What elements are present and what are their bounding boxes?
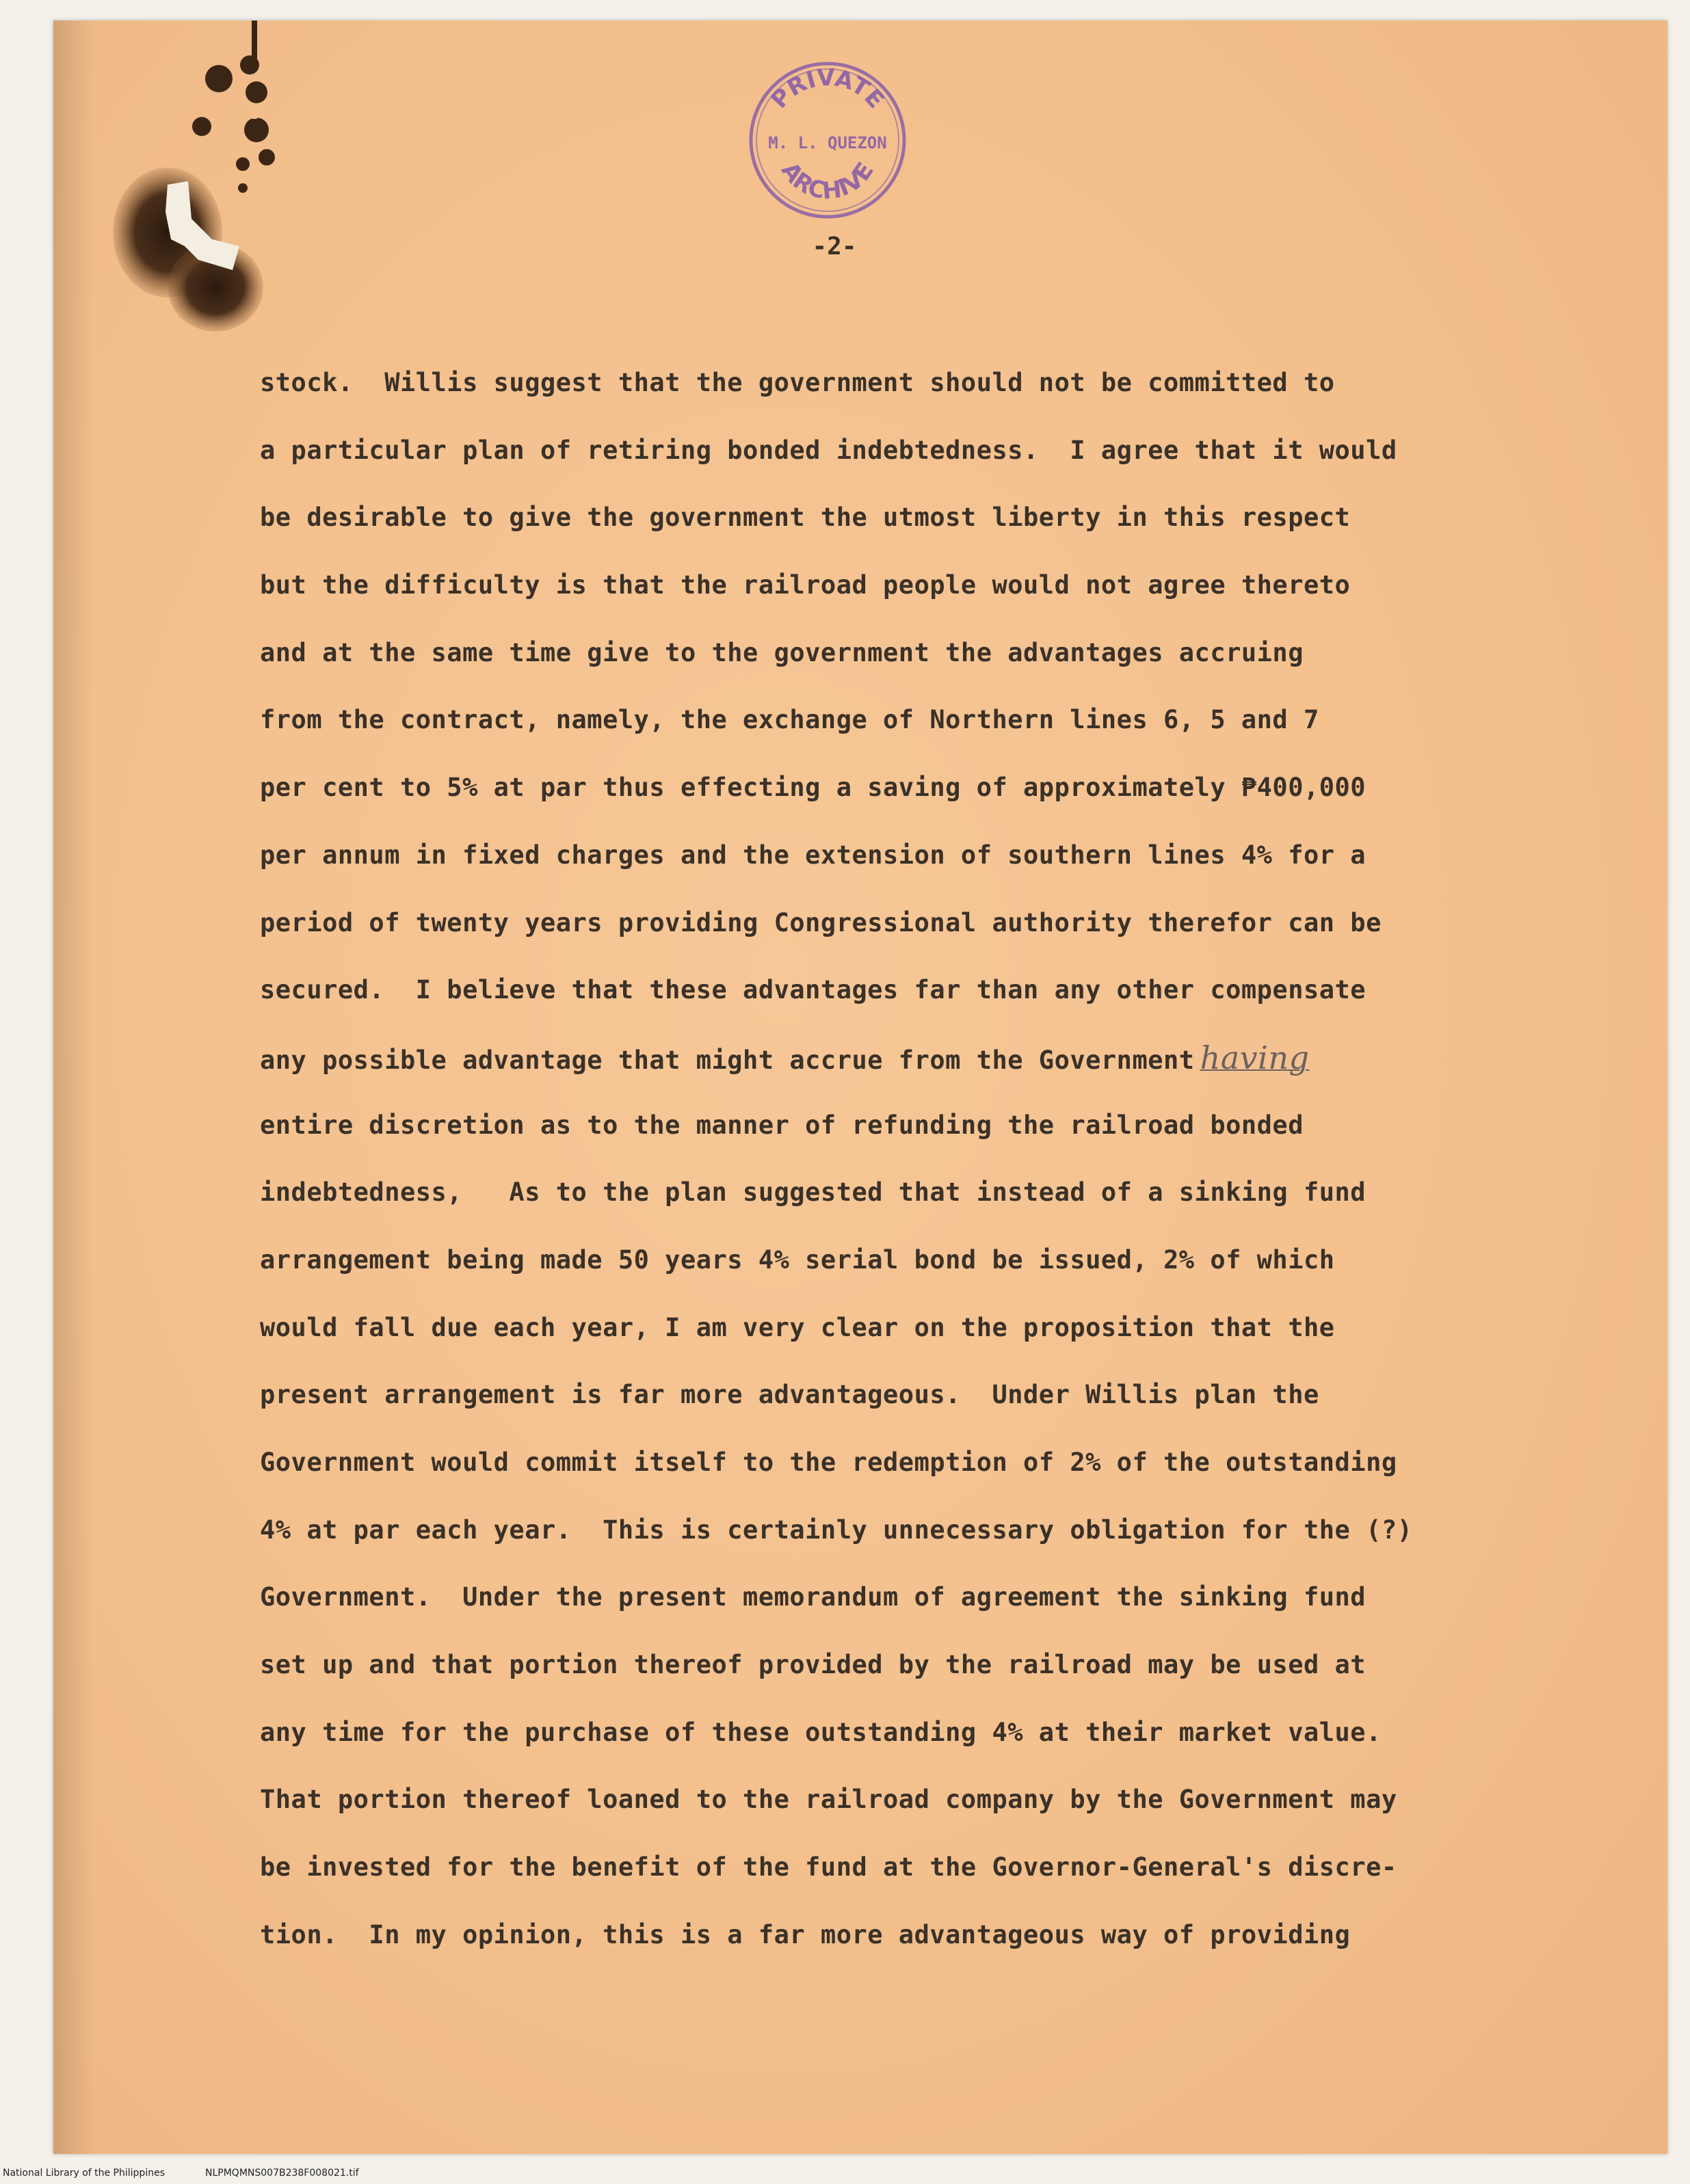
text-line: stock. Willis suggest that the government should not be committed to	[260, 368, 1335, 397]
stamp-bottom-text: ARCHIVE	[776, 157, 880, 206]
text-line: entire discretion as to the manner of refunding the railroad bonded	[260, 1110, 1304, 1140]
paper-left-shadow	[53, 21, 94, 2154]
footer-filename: NLPMQMNS007B238F008021.tif	[205, 2168, 359, 2179]
text-line: but the difficulty is that the railroad people would not agree thereto	[260, 570, 1351, 600]
stamp-middle-text: M. L. QUEZON	[768, 133, 887, 152]
text-line-with-insert	[260, 1036, 1546, 1104]
footer-institution: National Library of the Philippines	[3, 2168, 165, 2179]
text-line: 4% at par each year. This is certainly unnecessary obligation for the (?)	[260, 1515, 1413, 1545]
text-line: and at the same time give to the government the advantages accruing	[260, 637, 1304, 667]
text-line: would fall due each year, I am very clear on the proposition that the	[260, 1312, 1335, 1342]
text-line: per annum in fixed charges and the extension of southern lines 4% for a	[260, 840, 1366, 870]
text-line: arrangement being made 50 years 4% serial bond be issued, 2% of which	[260, 1244, 1335, 1275]
text-line: be invested for the benefit of the fund at the Governor-General's discre-	[260, 1852, 1397, 1882]
svg-text:ARCHIVE	[776, 157, 880, 205]
text-line: be desirable to give the government the utmost liberty in this respect	[260, 503, 1351, 533]
svg-text:PRIVATE	[766, 64, 890, 114]
text-line-content: any possible advantage that might accrue from the Government	[260, 1045, 1195, 1075]
text-line: any time for the purchase of these outstanding 4% at their market value.	[260, 1717, 1382, 1747]
text-line: secured. I believe that these advantages far than any other compensate	[260, 975, 1366, 1005]
text-line: from the contract, namely, the exchange of Northern lines 6, 5 and 7	[260, 705, 1319, 735]
text-line: present arrangement is far more advantageous. Under Willis plan the	[260, 1380, 1319, 1410]
text-line: indebtedness, As to the plan suggested that instead of a sinking fund	[260, 1177, 1366, 1208]
text-line: a particular plan of retiring bonded indebtedness. I agree that it would	[260, 435, 1397, 465]
burn-stain-image	[103, 14, 308, 342]
handwritten-insert: having	[1200, 1039, 1310, 1076]
text-line: That portion thereof loaned to the railroad company by the Government may	[260, 1785, 1397, 1815]
letter-body	[260, 361, 1546, 1981]
text-line: Government would commit itself to the redemption of 2% of the outstanding	[260, 1448, 1397, 1477]
text-line: Government. Under the present memorandum of agreement the sinking fund	[260, 1582, 1366, 1612]
text-line: per cent to 5% at par thus effecting a saving of approximately ₱400,000	[260, 773, 1366, 803]
stamp-top-text: PRIVATE	[765, 64, 890, 114]
archive-stamp	[745, 58, 910, 222]
text-line: period of twenty years providing Congressional authority therefor can be	[260, 907, 1382, 937]
text-line: tion. In my opinion, this is a far more advantageous way of providing	[260, 1919, 1351, 1949]
text-line: set up and that portion thereof provided by the railroad may be used at	[260, 1650, 1366, 1680]
page-number: -2-	[812, 232, 857, 261]
